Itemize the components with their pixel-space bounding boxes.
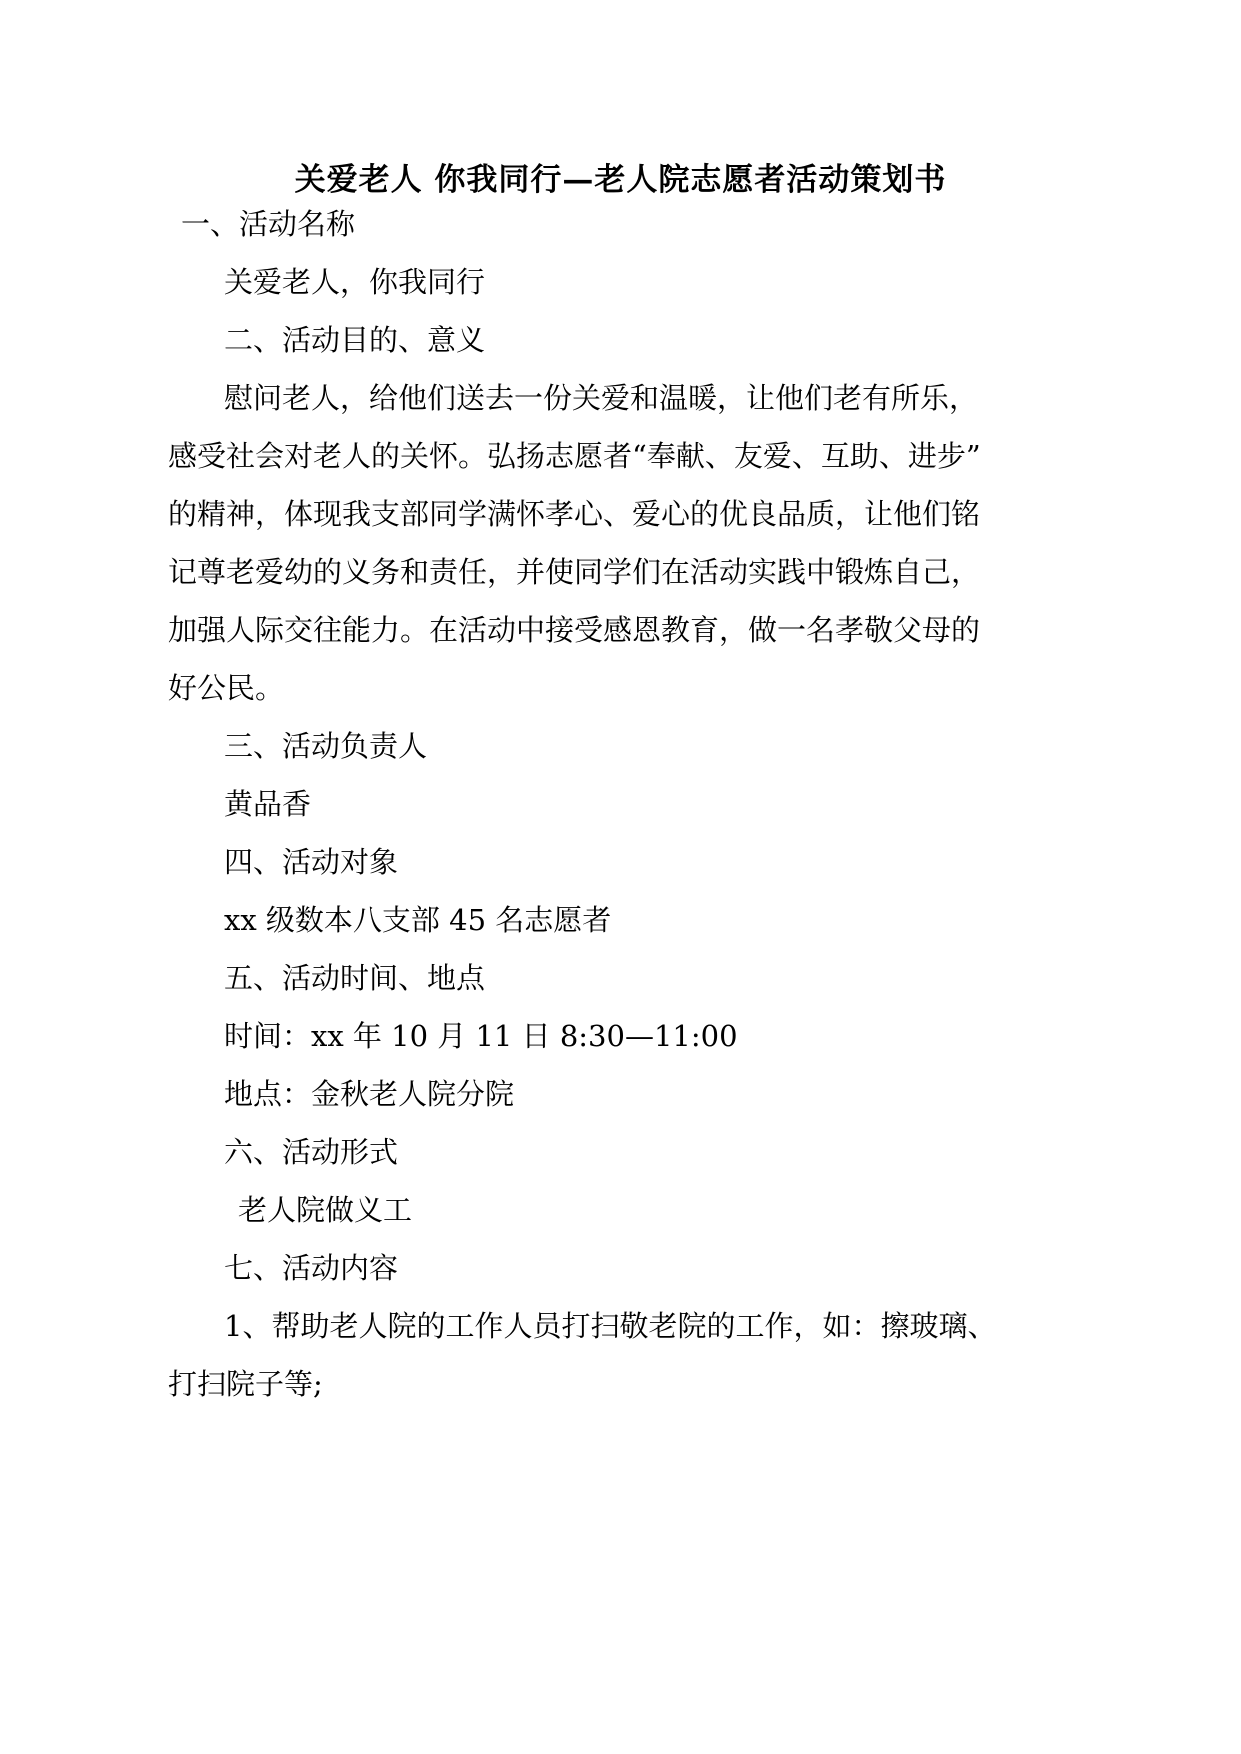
section-heading-2: 二、活动目的、意义 bbox=[224, 323, 486, 357]
paragraph-line: 加强人际交往能力。在活动中接受感恩教育，做一名孝敬父母的 bbox=[168, 613, 981, 647]
section-heading-5: 五、活动时间、地点 bbox=[224, 961, 486, 995]
paragraph-line: 黄品香 bbox=[224, 787, 312, 821]
paragraph-line: 老人院做义工 bbox=[238, 1193, 413, 1227]
paragraph-line: 关爱老人，你我同行 bbox=[224, 265, 486, 299]
section-heading-6: 六、活动形式 bbox=[224, 1135, 399, 1169]
paragraph-line: 好公民。 bbox=[168, 671, 285, 705]
document-title: 关爱老人 你我同行—老人院志愿者活动策划书 bbox=[294, 162, 947, 198]
paragraph-line: 感受社会对老人的关怀。弘扬志愿者“奉献、友爱、互助、进步” bbox=[168, 439, 981, 473]
paragraph-line: 时间：xx 年 10 月 11 日 8:30—11:00 bbox=[224, 1019, 738, 1053]
section-heading-3: 三、活动负责人 bbox=[224, 729, 428, 763]
section-heading-1: 一、活动名称 bbox=[181, 207, 356, 241]
paragraph-line: 打扫院子等; bbox=[168, 1367, 323, 1401]
paragraph-line: 的精神，体现我支部同学满怀孝心、爱心的优良品质，让他们铭 bbox=[168, 497, 981, 531]
paragraph-line: 地点：金秋老人院分院 bbox=[224, 1077, 515, 1111]
paragraph-line: 慰问老人，给他们送去一份关爱和温暖，让他们老有所乐， bbox=[224, 381, 979, 415]
paragraph-line: xx 级数本八支部 45 名志愿者 bbox=[224, 903, 612, 937]
section-heading-4: 四、活动对象 bbox=[224, 845, 399, 879]
paragraph-line: 1、帮助老人院的工作人员打扫敬老院的工作，如：擦玻璃、 bbox=[224, 1309, 997, 1343]
section-heading-7: 七、活动内容 bbox=[224, 1251, 399, 1285]
paragraph-line: 记尊老爱幼的义务和责任，并使同学们在活动实践中锻炼自己， bbox=[168, 555, 981, 589]
